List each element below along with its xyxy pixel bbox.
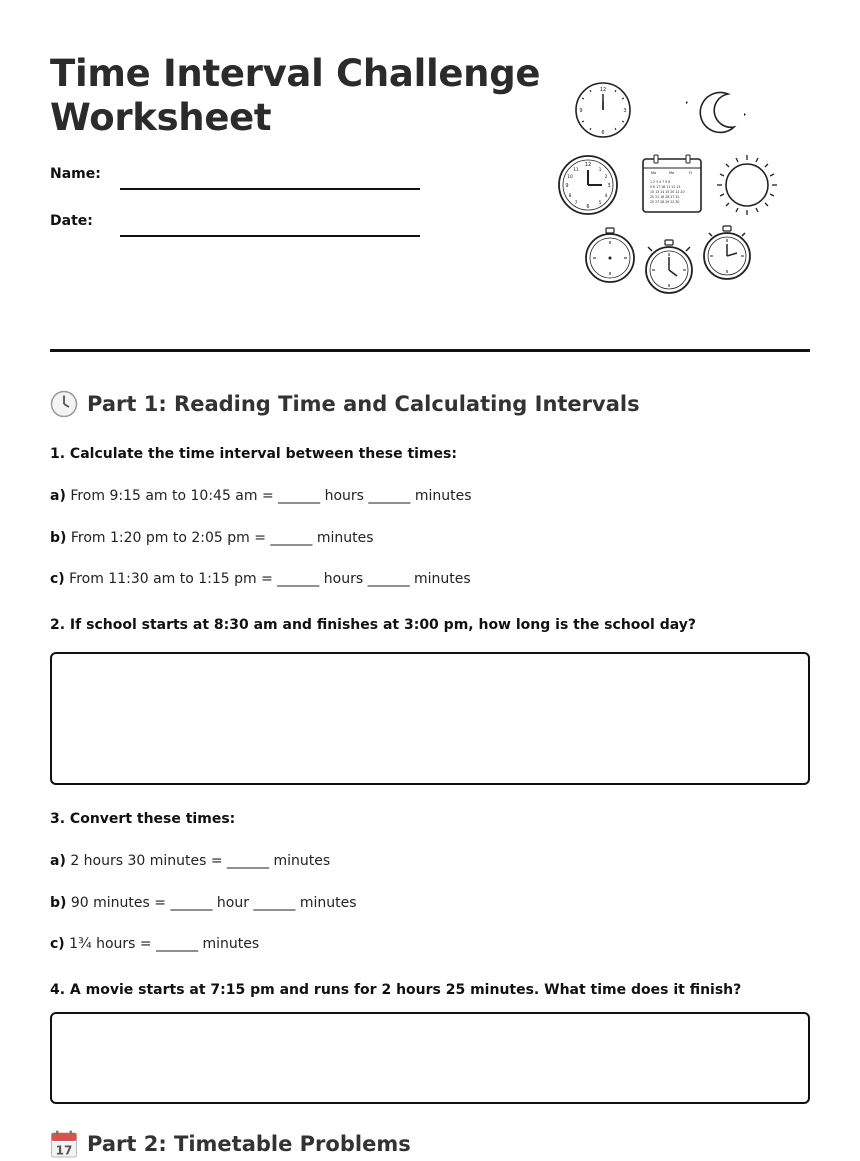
- sun-icon: [717, 155, 777, 215]
- question-2: 2. If school starts at 8:30 am and finishes at 3:00 pm, how long is the school day?: [50, 617, 696, 633]
- date-field[interactable]: [50, 213, 430, 243]
- svg-text:8: 8: [568, 194, 572, 199]
- question-1b: [50, 530, 374, 546]
- part1-heading: [50, 390, 640, 418]
- title-line-2: Worksheet: [50, 96, 272, 139]
- name-line[interactable]: [120, 188, 420, 190]
- date-label: Date:: [50, 213, 93, 229]
- part2-heading: [50, 1130, 411, 1158]
- svg-text:4: 4: [604, 194, 608, 199]
- part1-heading-text: Part 1: Reading Time and Calculating Intervals: [87, 392, 640, 416]
- stopwatch-icon: [646, 240, 692, 293]
- svg-text:3: 3: [607, 183, 611, 189]
- wall-clock-icon: [559, 156, 617, 214]
- question-1a: [50, 488, 472, 504]
- svg-text:Ma: Ma: [651, 171, 657, 175]
- calendar-day-number: 17: [55, 1143, 73, 1158]
- question-4: 4. A movie starts at 7:15 pm and runs for 2 hours 25 minutes. What time does it finish?: [50, 982, 742, 998]
- clock-icon: [50, 390, 78, 418]
- question-1a-text: From 9:15 am to 10:45 am = ______ hours ______ minutes: [70, 488, 472, 504]
- answer-box-2[interactable]: [50, 652, 810, 785]
- title-line-1: Time Interval Challenge: [50, 52, 541, 95]
- question-1c-label: c): [50, 571, 65, 587]
- svg-text:12: 12: [599, 87, 607, 93]
- date-line[interactable]: [120, 235, 420, 237]
- question-3c-label: c): [50, 936, 65, 952]
- answer-box-4[interactable]: [50, 1012, 810, 1104]
- svg-text:5: 5: [598, 201, 602, 206]
- question-3a-text: 2 hours 30 minutes = ______ minutes: [70, 853, 331, 869]
- question-1: 1. Calculate the time interval between these times:: [50, 446, 457, 462]
- worksheet-title: [50, 52, 550, 140]
- svg-text:Fl: Fl: [689, 171, 692, 175]
- calendar-icon: [50, 1130, 78, 1158]
- analog-clock-icon: [576, 83, 630, 137]
- svg-text:11: 11: [573, 168, 579, 173]
- svg-text:Mo: Mo: [669, 171, 675, 175]
- question-3c: [50, 936, 259, 952]
- svg-text:1 2 3 4 7 5 6: 1 2 3 4 7 5 6: [650, 180, 671, 184]
- question-1c-text: From 11:30 am to 1:15 pm = ______ hours ______ minutes: [69, 571, 471, 587]
- part2-heading-text: Part 2: Timetable Problems: [87, 1132, 411, 1156]
- question-1c: [50, 571, 471, 587]
- svg-text:7: 7: [574, 201, 578, 206]
- svg-text:9: 9: [565, 183, 569, 189]
- stopwatch-icon: [586, 228, 634, 282]
- question-3a: [50, 853, 330, 869]
- svg-text:1: 1: [598, 168, 602, 173]
- svg-text:5 6 17 18 11 12 13: 5 6 17 18 11 12 13: [650, 185, 681, 189]
- svg-text:25 27 28 29 22 30: 25 27 28 29 22 30: [650, 200, 680, 204]
- svg-text:9: 9: [579, 108, 583, 114]
- svg-text:6: 6: [586, 204, 590, 210]
- svg-text:10: 10: [567, 175, 573, 180]
- question-1b-label: b): [50, 530, 67, 546]
- moon-icon: [686, 92, 746, 132]
- svg-text:3: 3: [623, 108, 627, 114]
- question-3b: [50, 895, 357, 911]
- question-1a-label: a): [50, 488, 66, 504]
- svg-text:12: 12: [584, 162, 592, 168]
- calendar-icon: [643, 155, 701, 212]
- name-label: Name:: [50, 166, 101, 182]
- question-3b-label: b): [50, 895, 67, 911]
- question-3a-label: a): [50, 853, 66, 869]
- question-3c-text: 1¾ hours = ______ minutes: [69, 936, 260, 952]
- svg-text:6: 6: [601, 130, 605, 136]
- question-3: 3. Convert these times:: [50, 811, 236, 827]
- name-field[interactable]: [50, 166, 430, 196]
- svg-text:20 21 16 26 27 22: 20 21 16 26 27 22: [650, 195, 680, 199]
- question-1b-text: From 1:20 pm to 2:05 pm = ______ minutes: [70, 530, 374, 546]
- question-3b-text: 90 minutes = ______ hour ______ minutes: [70, 895, 357, 911]
- time-icons-cluster: [555, 80, 785, 300]
- svg-text:10 13 14 15 20 12 20: 10 13 14 15 20 12 20: [650, 190, 685, 194]
- svg-text:2: 2: [604, 175, 608, 180]
- stopwatch-icon: [704, 226, 750, 279]
- header-divider: [50, 349, 810, 352]
